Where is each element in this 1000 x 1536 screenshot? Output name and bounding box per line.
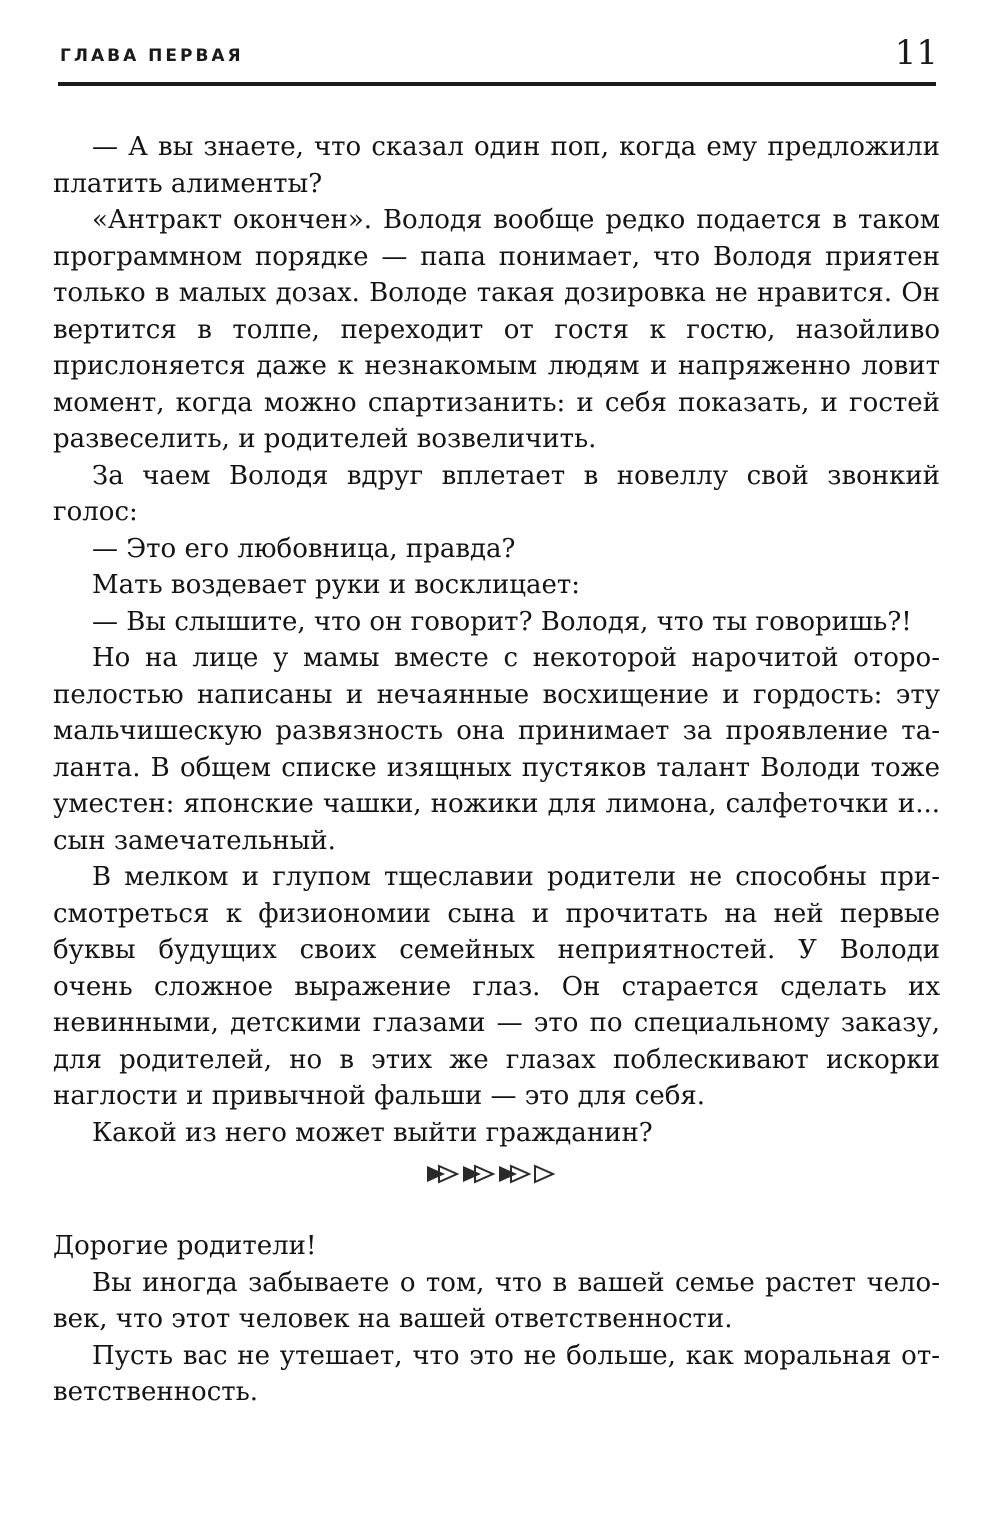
salutation: Дорогие родители! — [53, 1231, 317, 1261]
paragraph: «Антракт окончен». Володя вообще редко подается в таком программном порядке — папа понимает, что Володя приятен только в малых дозах. Володе такая дозировка не нравится. Он вертится в толпе, переходит от гостя к гостю, назойливо прислоняется даже к незнакомым людям и напряженно ловит момент, когда можно спартизанить: и себя показать, и гостей развеселить, и родителей возвеличить. — [53, 205, 940, 454]
paragraph: В мелком и глупом тщеславии родители не способны присмотреться к физиономии сына и прочитать на ней первые буквы будущих своих семейных неприятностей. У Володи очень сложное выражение глаз. Он старается сделать их невинными, детскими глазами — это по специальному заказу, для родителей, но в этих же глазах поблескивают искорки наглости и привычной фальши — это для себя. — [53, 862, 940, 1111]
paragraph: Вы иногда забываете о том, что в вашей семье растет человек, что этот человек на вашей ответственности. — [53, 1267, 940, 1334]
ornament-arrows-icon — [425, 1160, 560, 1188]
paragraph: Но на лице у мамы вместе с некоторой нарочитой оторопелостью написаны и нечаянные восхищение и гордость: эту мальчишескую развязность она принимает за проявление таланта. В общем списке изящных пустяков талант Володи тоже уместен: японские чашки, ножики для лимона, салфеточки и... сын замечательный. — [53, 643, 940, 856]
header-rule — [58, 82, 936, 86]
paragraph: — Вы слышите, что он говорит? Володя, что ты говоришь?! — [92, 606, 912, 637]
paragraph: — Это его любовница, правда? — [92, 533, 516, 564]
body-text — [53, 129, 940, 1151]
running-head — [60, 34, 940, 82]
page-number: 11 — [894, 33, 938, 73]
paragraph: Пусть вас не утешает, что это не больше, как моральная ответственность. — [53, 1340, 940, 1407]
closing-section — [53, 1228, 940, 1411]
paragraph: Мать воздевает руки и восклицает: — [92, 570, 581, 600]
paragraph: — А вы знаете, что сказал один поп, когда ему предложили платить алименты? — [53, 132, 940, 199]
chapter-title: ГЛАВА ПЕРВАЯ — [60, 46, 244, 66]
paragraph: Какой из него может выйти гражданин? — [92, 1117, 653, 1148]
paragraph: За чаем Володя вдруг вплетает в новеллу свой звонкий голос: — [53, 460, 940, 527]
